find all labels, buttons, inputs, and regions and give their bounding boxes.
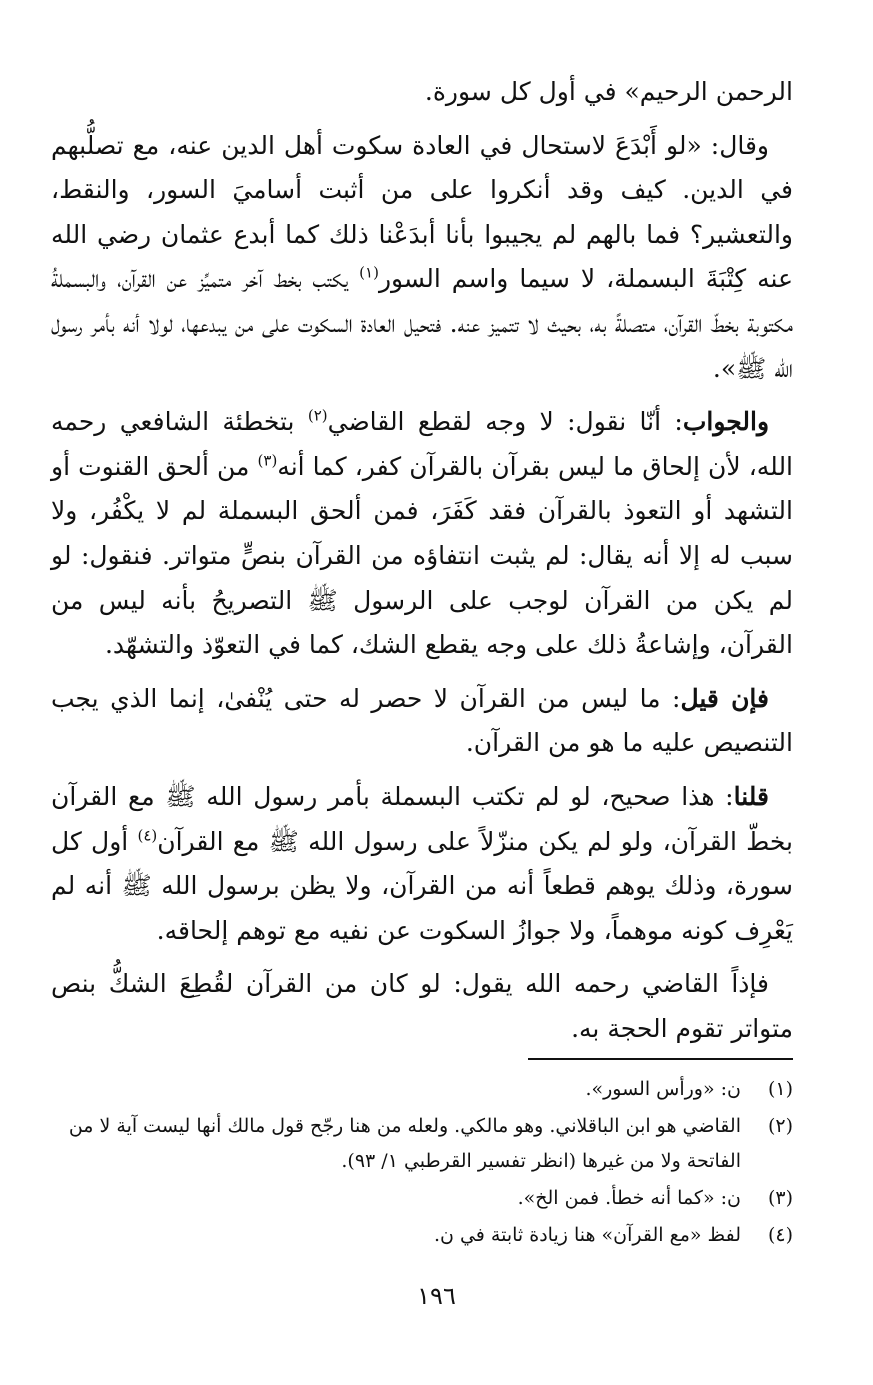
paragraph-text: : أنّا نقول: لا وجه لقطع القاضي	[327, 407, 683, 437]
paragraph-text: الرحمن الرحيم» في أول كل سورة.	[424, 77, 793, 106]
footnote	[51, 1181, 793, 1216]
footnote-ref: (٤)	[137, 826, 158, 845]
footnote-ref: (١)	[359, 264, 379, 283]
footnote	[51, 1072, 793, 1107]
footnote-number: (٣)	[767, 1187, 793, 1209]
paragraph	[51, 775, 793, 953]
paragraph	[51, 400, 793, 668]
footnote	[51, 1218, 793, 1253]
paragraph-text: : هذا صحيح، لو لم تكتب البسملة بأمر رسول الله ﷺ مع القرآن بخطّ القرآن، ولو لم يكن منزّلاً على رسول الله ﷺ مع القرآن	[51, 781, 793, 856]
paragraph-text: من ألحق القنوت أو التشهد أو التعوذ بالقرآن فقد كَفَرَ، فمن ألحق البسملة لم لا يكْفُر، ولا سبب له إلا أنه يقال: لم يثبت انتفاؤه من القرآن بنصٍّ متواتر. فنقول: لو لم يكن من القرآن لوجب على الرسول ﷺ التصريحُ بأنه ليس من القرآن، وإشاعةُ ذلك على وجه يقطع الشك، كما في التعوّذ والتشهّد.	[51, 451, 793, 660]
footnote	[51, 1109, 793, 1179]
paragraph-text: فإذاً القاضي رحمه الله يقول: لو كان من القرآن لقُطِعَ الشكُّ بنص متواتر تقوم الحجة به.	[51, 969, 793, 1043]
paragraph	[51, 124, 793, 392]
main-text	[51, 70, 793, 1060]
footnote-number: (٢)	[767, 1115, 793, 1137]
paragraph	[51, 962, 793, 1051]
footnote-text: القاضي هو ابن الباقلاني. وهو مالكي. ولعله من هنا رجّح قول مالك أنها ليست آية لا من الفاتحة ولا من غيرها (انظر تفسير القرطبي ١/ ٩٣).	[68, 1115, 741, 1172]
paragraph	[51, 70, 793, 115]
footnote-number: (١)	[767, 1078, 793, 1100]
footnote-number: (٤)	[767, 1224, 793, 1246]
footnote-ref: (٢)	[307, 406, 328, 425]
footnote-text: ن: «كما أنه خطأ. فمن الخ».	[517, 1187, 741, 1209]
footnote-divider	[528, 1058, 793, 1060]
page-number: ١٩٦	[417, 1282, 456, 1310]
paragraph-text: يكتب بخط آخر متميِّز عن القرآن، والبسملةُ مكتوبة بخطّ القرآن، متصلةً به، بحيث لا تتميز عنه. فتحيل العادة السكوت على من يبدعها، لولا أنه بأمر رسول الله ﷺ».	[51, 264, 793, 383]
footnote-text: لفظ «مع القرآن» هنا زيادة ثابتة في ن.	[433, 1224, 741, 1246]
paragraph	[51, 677, 793, 766]
footnote-ref: (٣)	[257, 451, 278, 470]
footnote-text: ن: «ورأس السور».	[585, 1078, 741, 1100]
paragraph-text: أول كل سورة، وذلك يوهم قطعاً أنه من القرآن، ولا يظن برسول الله ﷺ أنه لم يَعْرِف كونه موهماً، ولا جوازُ السكوت عن نفيه مع توهم إلحاقه.	[51, 826, 793, 945]
bold-lead: قلنا	[733, 781, 769, 811]
footnotes	[51, 1072, 793, 1255]
paragraph-text: وقال: «لو أَبْدَعَ لاستحال في العادة سكوت أهل الدين عنه، مع تصلُّبهم في الدين. كيف وقد أنكروا على من أثبت أساميَ السور، والنقط، والتعشير؟ فما بالهم لم يجيبوا بأنا أبدَعْنا ذلك كما أبدع عثمان رضي الله عنه كِتْبَةَ البسملة، لا سيما واسم السور	[51, 130, 793, 294]
paragraph-text: : ما ليس من القرآن لا حصر له حتى يُنْفىٰ، إنما الذي يجب التنصيص عليه ما هو من القرآن.	[51, 683, 793, 758]
bold-lead: فإن قيل	[680, 683, 770, 713]
paragraph-text: بتخطئة الشافعي رحمه الله، لأن إلحاق ما ليس بقرآن بالقرآن كفر، كما أنه	[51, 407, 794, 481]
bold-lead: والجواب	[682, 407, 770, 437]
